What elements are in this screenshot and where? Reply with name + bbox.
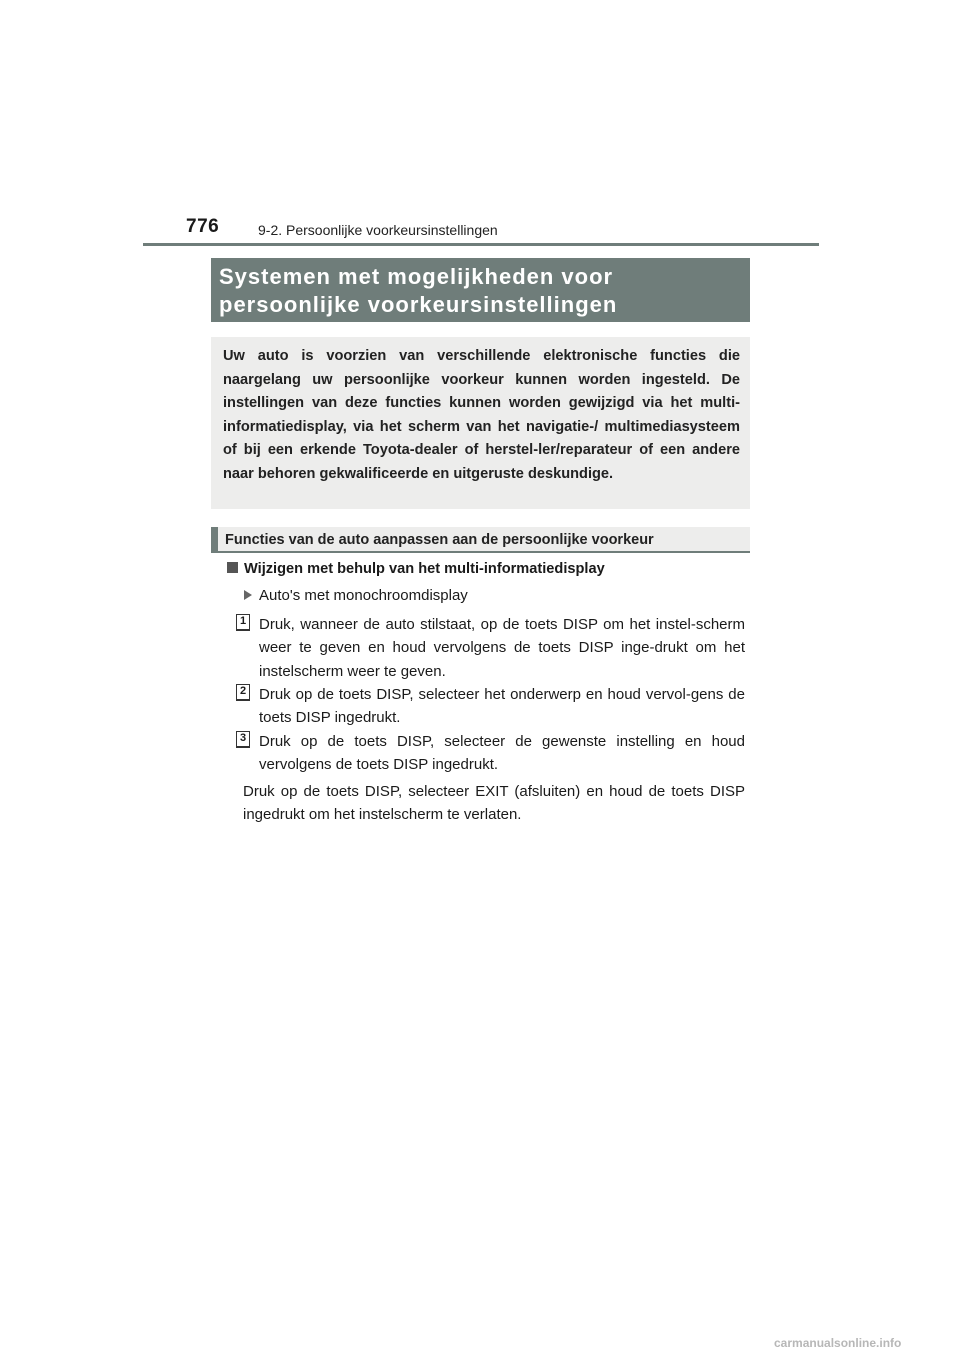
sub-bullet: [244, 587, 468, 604]
subsection-heading-text: Functies van de auto aanpassen aan de persoonlijke voorkeur: [225, 532, 654, 548]
closing-paragraph: Druk op de toets DISP, selecteer EXIT (afsluiten) en houd de toets DISP ingedrukt om het instelscherm te verlaten.: [243, 783, 745, 824]
step-number-badge: 1: [236, 614, 250, 631]
intro-box: [211, 337, 750, 509]
section-title-box: [211, 258, 750, 322]
subsection-heading: [211, 527, 750, 553]
step-3: [236, 730, 745, 777]
intro-text: Uw auto is voorzien van verschillende elektronische functies die naargelang uw persoonlijke voorkeur kunnen worden ingesteld. De instellingen van deze functies kunnen worden gewijzigd via het multi-informatiedisplay, via het scherm van het navigatie-/ multimediasysteem of bij een erkende Toyota-dealer of herstel-ler/reparateur of een andere naar behoren gekwalificeerde en uitgeruste deskundige.: [223, 348, 740, 482]
step-number-badge: 2: [236, 684, 250, 701]
step-text: Druk, wanneer de auto stilstaat, op de toets DISP om het instel-scherm weer te geven en houd vervolgens de toets DISP inge-drukt om het instelscherm weer te geven.: [259, 616, 745, 680]
step-2: [236, 683, 745, 730]
square-bullet-icon: [227, 562, 238, 573]
running-header: 9-2. Persoonlijke voorkeursinstellingen: [258, 222, 498, 238]
section-title-line-1: Systemen met mogelijkheden voor: [219, 264, 614, 289]
triangle-bullet-icon: [244, 590, 252, 600]
sub-bullet-text: Auto's met monochroomdisplay: [259, 587, 468, 604]
header-rule: [143, 243, 819, 246]
step-number-badge: 3: [236, 731, 250, 748]
bullet-heading: [227, 561, 605, 577]
watermark: carmanualsonline.info: [774, 1336, 902, 1350]
step-text: Druk op de toets DISP, selecteer de gewenste instelling en houd vervolgens de toets DISP ingedrukt.: [259, 733, 745, 774]
step-1: [236, 613, 745, 683]
bullet-heading-text: Wijzigen met behulp van het multi-informatiedisplay: [244, 561, 605, 577]
step-text: Druk op de toets DISP, selecteer het onderwerp en houd vervol-gens de toets DISP ingedrukt.: [259, 686, 745, 727]
page-number: 776: [186, 216, 220, 237]
section-title-line-2: persoonlijke voorkeursinstellingen: [219, 292, 618, 317]
